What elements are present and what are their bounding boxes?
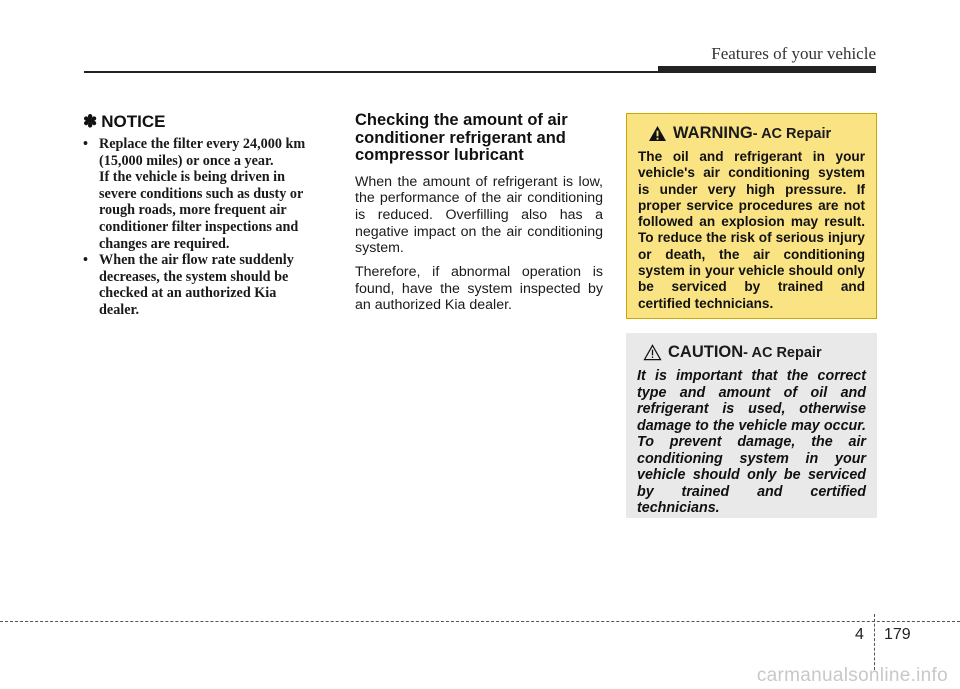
bullet: • [83,252,88,269]
section-paragraph: When the amount of refrigerant is low, the performance of the air conditioning is reduced. Overfilling also has a negative impact on the air conditioning system. [355,173,603,257]
notice-list [83,136,335,319]
section-title-line: conditioner refrigerant and [355,128,566,147]
notice-line: dealer. [99,301,140,318]
warning-box [626,113,877,319]
notice-line: conditioner filter inspections and [99,218,299,235]
warning-heading [638,124,865,143]
footer-rule [0,621,960,622]
page-number: 179 [884,626,911,643]
bullet: • [83,136,88,152]
caution-subtitle: - AC Repair [743,344,822,361]
caution-box [626,333,877,518]
notice-line: changes are required. [99,235,230,252]
warning-label: WARNING [673,124,753,142]
caution-body: It is important that the correct type and amount of oil and refrigerant is used, otherwise damage to the vehicle may occur. To prevent damage, the air conditioning system in your vehicle should only be serviced by trained and certified technicians. [637,368,866,516]
notice-line: When the air flow rate suddenly [99,252,294,269]
notice-line: decreases, the system should be [99,268,289,285]
header-rule-accent [658,66,876,73]
notice-title-text: NOTICE [101,112,166,131]
refrigerant-section [355,112,603,321]
section-paragraph: Therefore, if abnormal operation is found, have the system inspected by an authorized Kia dealer. [355,264,603,314]
watermark: carmanualsonline.info [756,665,948,686]
notice-item [83,252,335,318]
warning-subtitle: - AC Repair [752,125,832,142]
chapter-number: 4 [855,626,864,643]
notice-title [83,112,335,132]
page-number-divider [874,614,876,670]
warning-triangle-icon [648,125,667,142]
section-header-title: Features of your vehicle [711,44,876,63]
notice-line: (15,000 miles) or once a year. [99,152,274,169]
notice-star-icon: ✽ [83,112,98,131]
notice-line: checked at an authorized Kia [99,285,277,302]
caution-label: CAUTION [668,343,744,361]
warning-body: The oil and refrigerant in your vehicle's air conditioning system is under very high pressure. If proper service procedures are not followed an explosion may result. To reduce the risk of serious injury or death, the air conditioning system in your vehicle should only be serviced by trained and certified technicians. [638,149,865,311]
notice-line: rough roads, more frequent air [99,202,287,219]
caution-triangle-icon [643,344,662,361]
notice-line: Replace the filter every 24,000 km [99,136,306,152]
notice-block [83,112,335,319]
notice-item [83,136,335,252]
section-title [355,112,603,165]
section-title-line: Checking the amount of air [355,111,568,129]
notice-line: If the vehicle is being driven in [99,169,286,186]
caution-heading [637,343,866,362]
section-title-line: compressor lubricant [355,146,524,164]
notice-line: severe conditions such as dusty or [99,185,304,202]
